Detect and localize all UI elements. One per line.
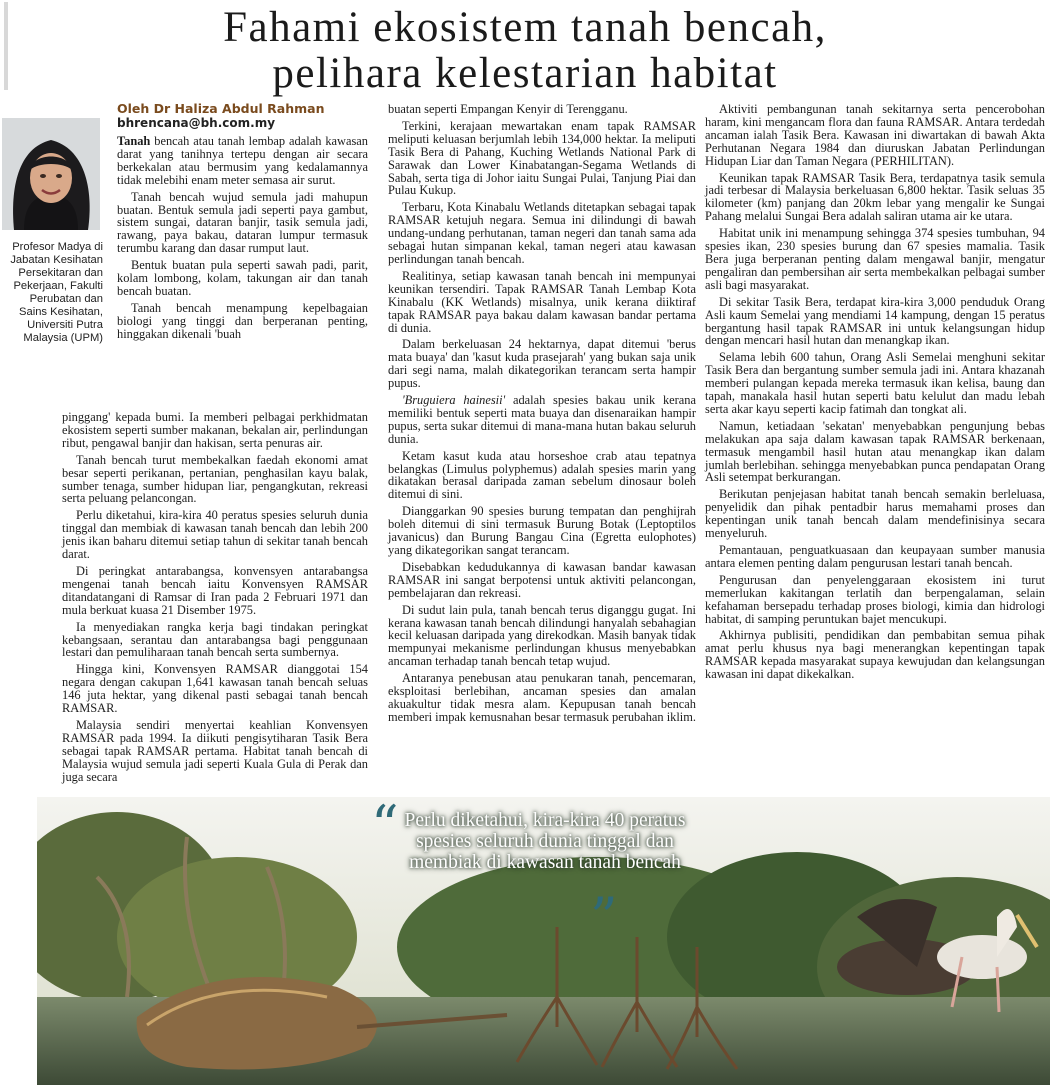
column-2 (388, 103, 696, 728)
paragraph: Tanah bencah menampung kepelbagaian biologi yang tinggi dan berperanan penting, hinggakan dikenali 'buah (117, 300, 368, 341)
paragraph: Di sudut lain pula, tanah bencah terus diganggu gugat. Ini kerana kawasan tanah bencah dilindungi hanyalah sebahagian kecil keluasan daripada yang direkodkan. Masih banyak tidak mempunyai mekanisme perlindungan khusus menyebabkan ancaman terhadap tanah bencah tetap wujud. (388, 602, 696, 669)
paragraph: Di peringkat antarabangsa, konvensyen antarabangsa mengenai tanah bencah iaitu Konvensyen RAMSAR ditandatangani di Ramsar di Iran pada 2 Februari 1971 dan mula berkuat kuasa 21 Disember 1975. (62, 563, 368, 617)
author-caption: Profesor Madya di Jabatan Kesihatan Persekitaran dan Pekerjaan, Fakulti Perubatan dan Sains Kesihatan, Universiti Putra Malaysia (UPM) (10, 241, 103, 344)
paragraph (388, 394, 696, 446)
paragraph: Pemantauan, penguatkuasaan dan keupayaan sumber manusia antara elemen penting dalam pengurusan lestari tanah bencah. (705, 543, 1045, 570)
column-1-top (117, 135, 368, 345)
paragraph: Disebabkan kedudukannya di kawasan bandar kawasan RAMSAR ini sangat berpotensi untuk aktiviti pelancongan, pembelajaran dan rekreasi. (388, 559, 696, 600)
byline (117, 102, 377, 130)
headline-line-2: pelihara kelestarian habitat (272, 50, 778, 97)
paragraph-text: adalah spesies bakau unik kerana memiliki bentuk seperti mata buaya dan disenaraikan hampir pupus, serta sukar ditemui di mana-mana hutan bakau seluruh dunia. (388, 393, 696, 446)
lead-word: Tanah (117, 134, 151, 148)
paragraph: Perlu diketahui, kira-kira 40 peratus spesies seluruh dunia tinggal dan membiak di kawasan tanah bencah dan lebih 200 jenis ikan baharu ditemui setiap tahun di sekitar tanah bencah darat. (62, 508, 368, 562)
pull-quote: Perlu diketahui, kira-kira 40 peratus spesies seluruh dunia tinggal dan membiak di kawasan tanah bencah (404, 810, 686, 873)
paragraph: Tanah bencah turut membekalkan faedah ekonomi amat besar seperti perikanan, pertanian, penghasilan kayu balak, sumber tenaga, sumber hidupan liar, pengangkutan, rekreasi serta peluang pelancongan. (62, 452, 368, 506)
paragraph: Ketam kasut kuda atau horseshoe crab atau tepatnya belangkas (Limulus polyphemus) adalah spesies marin yang dikatakan berasal daripada zaman sebelum dinosaur boleh ditemui di sini. (388, 448, 696, 502)
paragraph (117, 135, 368, 187)
paragraph: Bentuk buatan pula seperti sawah padi, parit, kolam lombong, kolam, takungan air dan tanah bencah buatan. (117, 258, 368, 298)
author-portrait-icon (2, 118, 100, 230)
paragraph: Namun, ketiadaan 'sekatan' menyebabkan pengunjung bebas melakukan apa saja dalam kawasan tapak RAMSAR berkenaan, termasuk mengambil hasil hutan atau menangkap ikan dalam jumlah berlebihan. sehingga menyebabkan punca pendapatan Orang Asli setempat berkurangan. (705, 418, 1045, 485)
paragraph: Tanah bencah wujud semula jadi mahupun buatan. Bentuk semula jadi seperti paya gambut, sistem sungai, dataran banjir, tasik semula jadi, rawang, paya bakau, dataran lumpur termasuk terumbu karang dan dasar rumput laut. (117, 189, 368, 256)
paragraph: Aktiviti pembangunan tanah sekitarnya serta pencerobohan haram, kini mengancam flora dan fauna RAMSAR. Antara terdedah ancaman ialah Tasik Bera. Kawasan ini diwartakan di bawah Akta Perhutanan Negara 1984 dan diuruskan Jabatan Perlindungan Hidupan Liar dan Taman Negara (PERHILITAN). (705, 102, 1045, 168)
open-quote-icon: “ (371, 794, 399, 857)
paragraph: Habitat unik ini menampung sehingga 374 spesies tumbuhan, 94 spesies ikan, 230 spesies burung dan 67 spesies mamalia. Tasik Bera juga berperanan penting dalam mengawal banjir, mengatur pengaliran dan pembersihan air serta membekalkan pelbagai sumber asli bagi masyarakat. (705, 226, 1045, 292)
column-3 (705, 103, 1045, 685)
species-name: 'Bruguiera hainesii' (402, 393, 506, 408)
paragraph: Berikutan penjejasan habitat tanah bencah semakin berleluasa, penyelidik dan pihak pentadbir harus memahami proses dan kepentingan unik tanah bencah dalam mendefinisinya secara menyeluruh. (705, 487, 1045, 541)
paragraph: Selama lebih 600 tahun, Orang Asli Semelai menghuni sekitar Tasik Bera dan bergantung sumber semula jadi ini. Antara khazanah memberi pulangan kepada mereka termasuk ikan kelisa, baung dan tapah, manakala hasil hutan seperti batu kelulut dan madu lebah serta akar kayu seperti kacip fatimah dan tongkat ali. (705, 350, 1045, 416)
paragraph: pinggang' kepada bumi. Ia memberi pelbagai perkhidmatan ekosistem seperti sumber makanan, bekalan air, perlindungan ribut, pengawal banjir dan hakisan, serta penuras air. (62, 410, 368, 450)
paragraph: Pengurusan dan penyelenggaraan ekosistem ini turut memerlukan kakitangan terlatih dan berpengalaman, selain kefahaman bersepadu terhadap proses biologi, kimia dan hidrologi habitat, di samping peruntukan bajet mencukupi. (705, 572, 1045, 626)
paragraph: buatan seperti Empangan Kenyir di Terengganu. (388, 102, 628, 116)
paragraph: Di sekitar Tasik Bera, terdapat kira-kira 3,000 penduduk Orang Asli kaum Semelai yang mendiami 14 kampung, dengan 15 peratus bergantung hasil tapak RAMSAR ini untuk kelangsungan hidup dengan mencari hasil hutan dan menangkap ikan. (705, 294, 1045, 348)
paragraph: Ia menyediakan rangka kerja bagi tindakan peringkat kebangsaan, serantau dan antarabangsa bagi penggunaan lestari dan pemuliharaan tanah bencah serta sumbernya. (62, 619, 368, 660)
byline-email: bhrencana@bh.com.my (117, 116, 276, 130)
paragraph: Terbaru, Kota Kinabalu Wetlands ditetapkan sebagai tapak RAMSAR ketujuh negara. Semua ini dilindungi di bawah undang-undang perhutanan, taman negeri dan tanah sama ada sebagai hutan simpanan kekal, taman negeri atau kawasan perlindungan tanah bencah. (388, 200, 696, 266)
headline (0, 0, 1050, 100)
paragraph: Dalam berkeluasan 24 hektarnya, dapat ditemui 'berus mata buaya' dan 'kasut kuda prasejarah' yang bukan saja unik dari segi nama, malah dikategorikan terancam serta hampir pupus. (388, 337, 696, 391)
paragraph: Dianggarkan 90 spesies burung tempatan dan penghijrah boleh ditemui di sini termasuk Burung Botak (Leptoptilos javanicus) dan Burung Bangau Cina (Egretta eulophotes) yang dikategorikan sangat terancam. (388, 504, 696, 557)
author-photo (2, 118, 100, 230)
paragraph: Antaranya penebusan atau penukaran tanah, pencemaran, eksploitasi berlebihan, ancaman spesies dan amalan akuakultur tidak mesra alam. Kepupusan tanah bencah memberi impak kemusnahan besar termasuk perubahan iklim. (388, 671, 696, 724)
paragraph: Hingga kini, Konvensyen RAMSAR dianggotai 154 negara dengan cakupan 1,641 kawasan tanah bencah seluas 146 juta hektar, yang dikenal pasti sebagai tanah bencah RAMSAR. (62, 662, 368, 716)
paragraph-text: bencah atau tanah lembap adalah kawasan darat yang tanihnya tertepu dengan air secara berkekalan atau bermusim yang kedalamannya tidak melebihi enam meter semasa air surut. (117, 134, 368, 187)
paragraph: Malaysia sendiri menyertai keahlian Konvensyen RAMSAR pada 1994. Ia diikuti pengisytiharan Tasik Bera sebagai tapak RAMSAR pertama. Habitat tanah bencah di Malaysia wujud semula jadi seperti Kuala Gula di Perak dan juga secara (62, 717, 368, 784)
paragraph: Keunikan tapak RAMSAR Tasik Bera, terdapatnya tasik semula jadi terbesar di Malaysia berkeluasan 6,800 hektar. Tasik seluas 35 kilometer (km) panjang dan 20km lebar yang mengalir ke Sungai Pahang melalui Sungai Bera adalah saliran utama air ke utara. (705, 170, 1045, 224)
paragraph: Realitinya, setiap kawasan tanah bencah ini mempunyai keunikan tersendiri. Tapak RAMSAR Tanah Lembap Kota Kinabalu (KK Wetlands) misalnya, unik kerana diiktiraf tapak RAMSAR paya bakau dalam kawasan bandar pertama di dunia. (388, 268, 696, 335)
column-1-bottom (62, 411, 368, 787)
close-quote-icon: ” (590, 886, 618, 949)
byline-author: Oleh Dr Haliza Abdul Rahman (117, 101, 325, 116)
headline-line-1: Fahami ekosistem tanah bencah, (223, 4, 827, 51)
paragraph: Akhirnya publisiti, pendidikan dan pembabitan semua pihak amat perlu khusus nya bagi menerangkan kepentingan tapak RAMSAR kepada masyarakat supaya kewujudan dan kelangsungan kawasan ini dapat dikekalkan. (705, 628, 1045, 682)
paragraph: Terkini, kerajaan mewartakan enam tapak RAMSAR meliputi keluasan berjumlah lebih 134,000 hektar. Ia meliputi Tasik Bera di Pahang, Kuching Wetlands National Park di Sarawak dan Lower Kinabatangan-Segama Wetlands di Sabah, serta tiga di Johor iaitu Sungai Pulai, Tanjung Piai dan Pulau Kukup. (388, 118, 696, 198)
